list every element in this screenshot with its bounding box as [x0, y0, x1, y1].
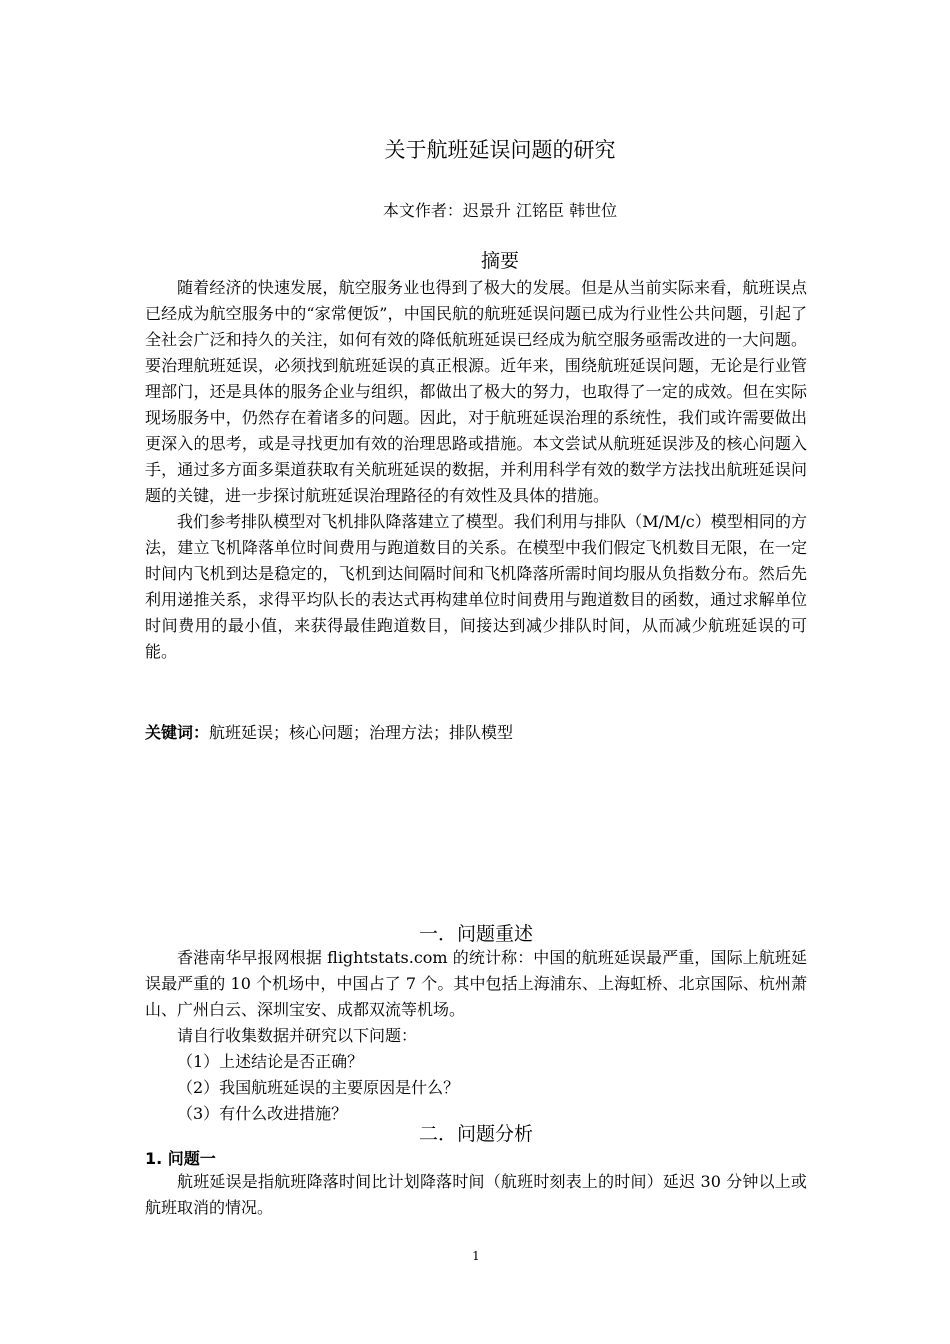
abstract-paragraph: 随着经济的快速发展，航空服务业也得到了极大的发展。但是从当前实际来看，航班误点已经成为航空服务中的“家常便饭”，中国民航的航班延误问题已成为行业性公共问题，引起了全社会广泛和持久的关注，如何有效的降低航班延误已经成为航空服务亟需改进的一大问题。要治理航班延误，必须找到航班延误的真正根源。近年来，围绕航班延误问题，无论是行业管理部门，还是具体的服务企业与组织，都做出了极大的努力，也取得了一定的成效。但在实际现场服务中，仍然存在着诸多的问题。因此，对于航班延误治理的系统性，我们或许需要做出更深入的思考，或是寻找更加有效的治理思路或措施。本文尝试从航班延误涉及的核心问题入手，通过多方面多渠道获取有关航班延误的数据，并利用科学有效的数学方法找出航班延误问题的关键，进一步探讨航班延误治理路径的有效性及具体的措施。: [145, 278, 807, 505]
abstract-heading: 摘要: [480, 250, 519, 272]
section-heading-problem-restatement: 一．问题重述: [418, 923, 533, 945]
question-item: （1）上述结论是否正确？: [177, 1052, 364, 1071]
section1-body: [145, 945, 807, 1127]
document-page: [145, 0, 807, 1344]
section2-body: [145, 1169, 807, 1221]
subheading-question-one: 1. 问题一: [145, 1149, 216, 1168]
section1-paragraph: 香港南华早报网根据 flightstats.com 的统计称：中国的航班延误最严重，国际上航班延误最严重的 10 个机场中，中国占了 7 个。其中包括上海浦东、上海虹桥、北京国际、杭州萧山、广州白云、深圳宝安、成都双流等机场。: [145, 948, 807, 1019]
paper-title: 关于航班延误问题的研究: [384, 138, 616, 162]
section-heading-problem-analysis: 二．问题分析: [418, 1123, 533, 1145]
abstract-body: [145, 275, 807, 665]
section2-paragraph: 航班延误是指航班降落时间比计划降落时间（航班时刻表上的时间）延迟 30 分钟以上或航班取消的情况。: [145, 1172, 807, 1217]
keywords-text: 航班延误；核心问题；治理方法；排队模型: [209, 723, 514, 742]
keywords-line: [145, 720, 807, 746]
page-number: 1: [472, 1249, 480, 1263]
question-item: （3）有什么改进措施？: [177, 1104, 348, 1123]
keywords-label: 关键词：: [145, 723, 210, 742]
section1-prompt: 请自行收集数据并研究以下问题：: [177, 1026, 418, 1045]
author-line: 本文作者：迟景升 江铭臣 韩世位: [382, 201, 618, 220]
question-item: （2）我国航班延误的主要原因是什么？: [177, 1078, 460, 1097]
abstract-paragraph: 我们参考排队模型对飞机排队降落建立了模型。我们利用与排队（M/M/c）模型相同的方法，建立飞机降落单位时间费用与跑道数目的关系。在模型中我们假定飞机数目无限，在一定时间内飞机到达是稳定的，飞机到达间隔时间和飞机降落所需时间均服从负指数分布。然后先利用递推关系，求得平均队长的表达式再构建单位时间费用与跑道数目的函数，通过求解单位时间费用的最小值，来获得最佳跑道数目，间接达到减少排队时间，从而减少航班延误的可能。: [145, 512, 807, 661]
